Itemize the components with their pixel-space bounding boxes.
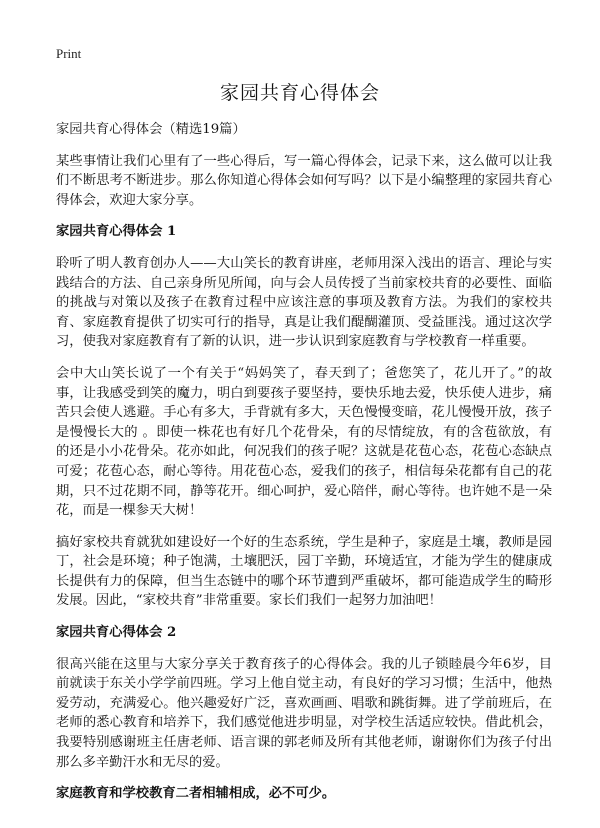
section-2-paragraph-1: 很高兴能在这里与大家分享关于教育孩子的心得体会。我的儿子锁睦晨今年6岁，目前就读于东关小学学前四班。学习上他自觉主动，有良好的学习习惯；生活中，他热爱劳动，充满爱心。他兴趣爱好广泛，喜欢画画、唱歌和跳街舞。进了学前班后，在老师的悉心教育和培养下，我们感觉他进步明显，对学校生活适应较快。借此机会，我要特别感谢班主任唐老师、语言课的郭老师及所有其他老师，谢谢你们为孩子付出那么多辛勤汗水和无尽的爱。 xyxy=(56,656,552,770)
section-heading-2: 家园共育心得体会 2 xyxy=(56,625,177,641)
page-title: 家园共育心得体会 xyxy=(219,82,380,104)
section-1-paragraph-2: 会中大山笑长说了一个有关于“妈妈笑了，春天到了；爸您笑了，花儿开了。”的故事，让我感受到笑的魔力，明白到要孩子要坚持，要快乐地去爱，快乐使人进步，痛苦只会使人逃避。手心有多大，手背就有多大，天色慢慢变暗，花儿慢慢开放，孩子是慢慢长大的 。即使一株花也有好几个花骨朵，有的尽情绽放，有的含苞欲放，有的还是小小花骨朵。花亦如此，何况我们的孩子呢？这就是花苞心态，花苞心态缺点可爱；花苞心态，耐心等待。用花苞心态，爱我们的孩子，相信每朵花都有自己的花期，只不过花期不同，静等花开。细心呵护，爱心陪伴，耐心等待。也许她不是一朵花，而是一棵参天大树！ xyxy=(56,365,552,519)
section-heading-1: 家园共育心得体会 1 xyxy=(56,224,177,240)
section-2-bold-line: 家庭教育和学校教育二者相辅相成，必不可少。 xyxy=(56,786,336,802)
print-link[interactable]: Print xyxy=(56,46,82,61)
section-1-paragraph-1: 聆听了明人教育创办人——大山笑长的教育讲座，老师用深入浅出的语言、理论与实践结合的方法、自己亲身所见所闻，向与会人员传授了当前家校共育的必要性、面临的挑战与对策以及孩子在教育过程中应该注意的事项及教育方法。为我们的家校共育、家庭教育提供了切实可行的指导，真是让我们醍醐灌顶、受益匪浅。通过这次学习，使我对家庭教育有了新的认识，进一步认识到家庭教育与学校教育一样重要。 xyxy=(56,255,552,350)
document-body xyxy=(56,120,552,804)
section-1-paragraph-3: 搞好家校共育就犹如建设好一个好的生态系统，学生是种子，家庭是土壤，教师是园丁，社会是环境；种子饱满，土壤肥沃，园丁辛勤，环境适宜，才能为学生的健康成长提供有力的保障，但当生态链中的哪个环节遭到严重破坏，都可能造成学生的畸形发展。因此，“家校共育”非常重要。家长们我们一起努力加油吧！ xyxy=(56,534,552,609)
document-subtitle: 家园共育心得体会（精选19篇） xyxy=(56,122,246,137)
intro-paragraph: 某些事情让我们心里有了一些心得后，写一篇心得体会，记录下来，这么做可以让我们不断思考不断进步。那么你知道心得体会如何写吗？以下是小编整理的家园共育心得体会，欢迎大家分享。 xyxy=(56,153,552,208)
